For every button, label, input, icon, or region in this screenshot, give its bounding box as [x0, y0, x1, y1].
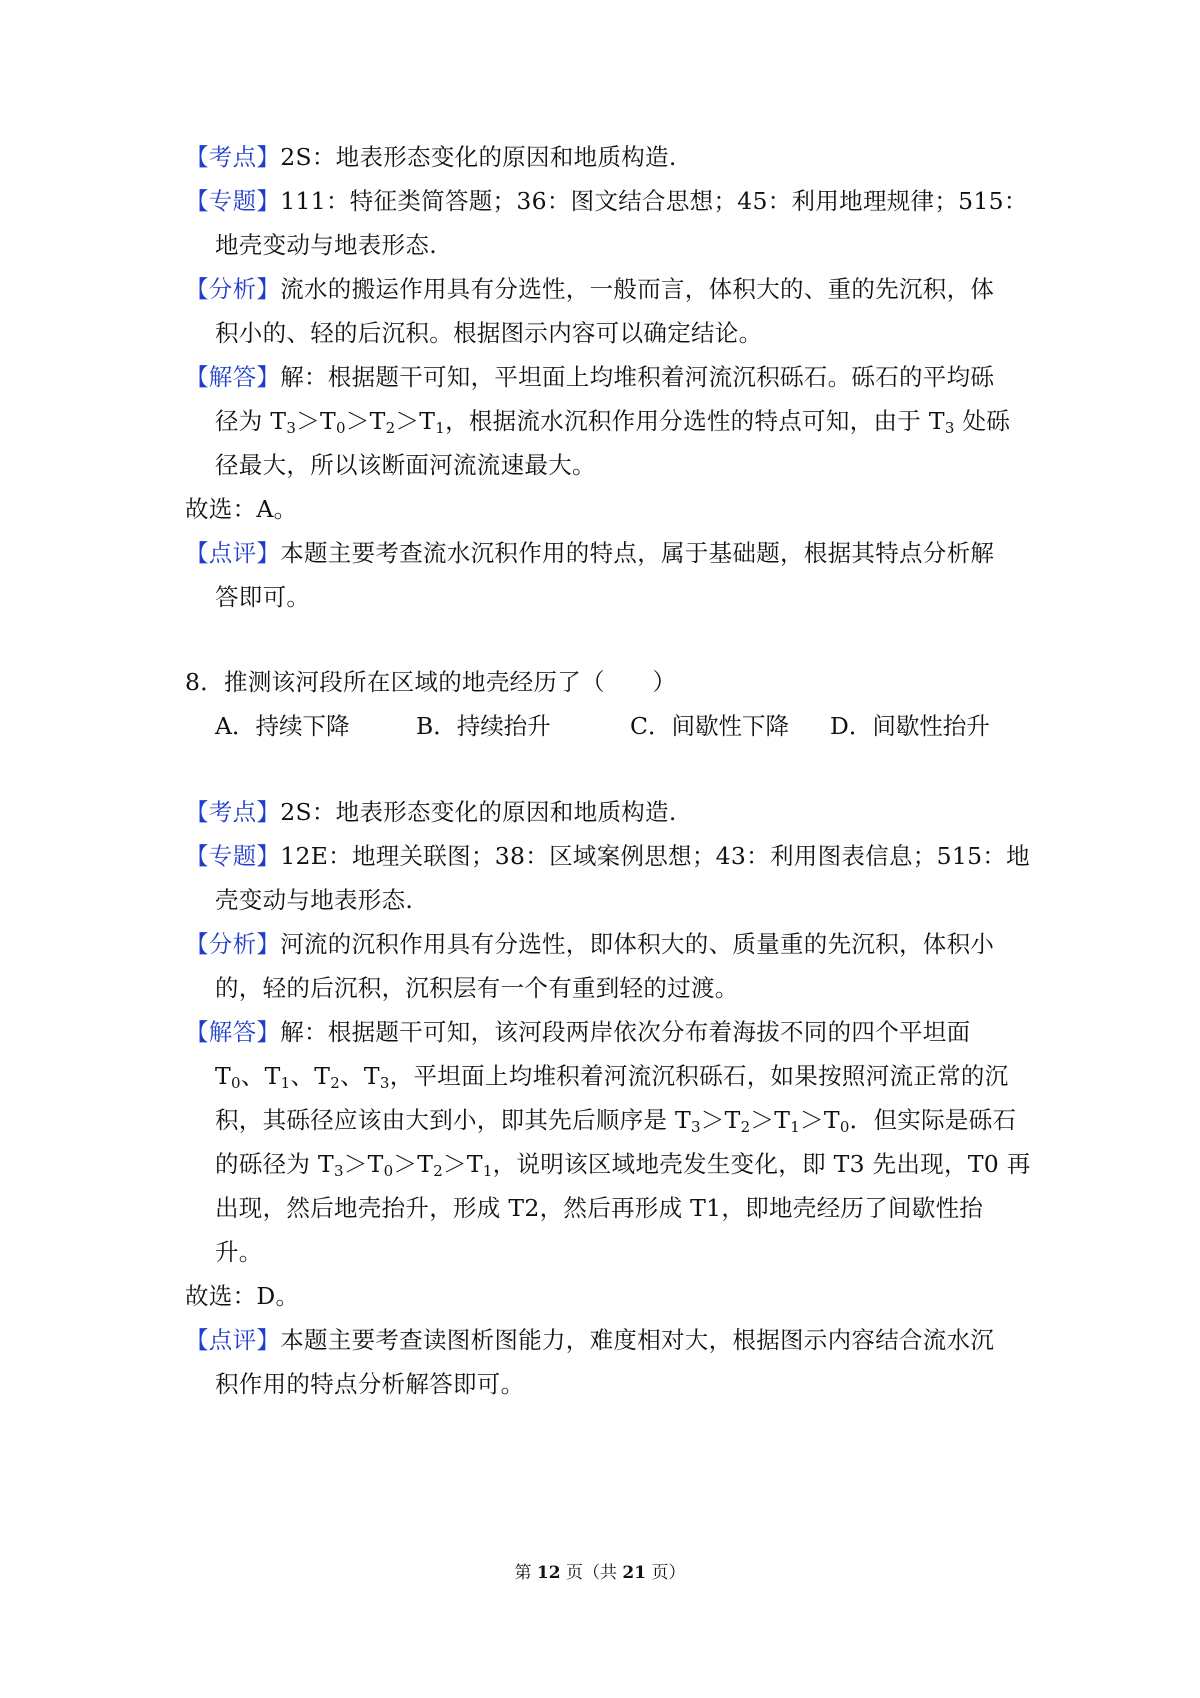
- q8-jieda-line6: 升。: [215, 1238, 263, 1266]
- q8-fenxi-cont: 的，轻的后沉积，沉积层有一个有重到轻的过渡。: [215, 974, 739, 1002]
- q8-fenxi: 【分析】河流的沉积作用具有分选性，即体积大的、质量重的先沉积，体积小: [185, 930, 995, 958]
- kaodian-tag: 【考点】: [185, 143, 281, 171]
- dianping-tag: 【点评】: [185, 1326, 281, 1354]
- page-number: 12: [536, 1563, 561, 1583]
- page-footer: 第 12 页（共 21 页）: [514, 1563, 686, 1583]
- q8-zhuanti: 【专题】12E：地理关联图；38：区域案例思想；43：利用图表信息；515：地: [185, 842, 1030, 870]
- q7-fenxi-cont: 积小的、轻的后沉积。根据图示内容可以确定结论。: [215, 319, 763, 347]
- q8-jieda-line2: $T_0$、$T_1$、$T_2$、$T_3$，平坦面上均堆积着河流沉积砾石，如果按照河流正常的沉: [215, 1062, 1009, 1092]
- q8-jieda-line3: 积，其砾径应该由大到小，即其先后顺序是 $T_3>T_2>T_1>T_0$．但实际是砾石: [215, 1106, 1017, 1136]
- q7-zhuanti: 【专题】111：特征类简答题；36：图文结合思想；45：利用地理规律；515：: [185, 187, 1028, 215]
- q8-kaodian: 【考点】2S：地表形态变化的原因和地质构造.: [185, 798, 677, 826]
- jieda-tag: 【解答】: [185, 363, 281, 391]
- q7-jieda-line3: 径最大，所以该断面河流流速最大。: [215, 451, 596, 479]
- q7-kaodian: 【考点】2S：地表形态变化的原因和地质构造.: [185, 143, 677, 171]
- q8-option-d: D．间歇性抬升: [830, 712, 990, 740]
- fenxi-tag: 【分析】: [185, 930, 281, 958]
- q8-option-b: B．持续抬升: [416, 712, 551, 740]
- kaodian-tag: 【考点】: [185, 798, 281, 826]
- q8-option-c: C．间歇性下降: [630, 712, 789, 740]
- q8-question: 8．推测该河段所在区域的地壳经历了（ ）: [185, 668, 677, 696]
- q7-fenxi: 【分析】流水的搬运作用具有分选性，一般而言，体积大的、重的先沉积，体: [185, 275, 995, 303]
- q8-zhuanti-cont: 壳变动与地表形态.: [215, 886, 414, 914]
- q7-jieda-line2: 径为 $T_3>T_0>T_2>T_1$，根据流水沉积作用分选性的特点可知，由于 $T_3$ 处砾: [215, 407, 1011, 437]
- q7-dianping: 【点评】本题主要考查流水沉积作用的特点，属于基础题，根据其特点分析解: [185, 539, 995, 567]
- q8-jieda: 【解答】解：根据题干可知，该河段两岸依次分布着海拔不同的四个平坦面: [185, 1018, 971, 1046]
- dianping-tag: 【点评】: [185, 539, 281, 567]
- q8-jieda-line4: 的砾径为 $T_3>T_0>T_2>T_1$，说明该区域地壳发生变化，即 T3 先出现，T0 再: [215, 1150, 1031, 1180]
- zhuanti-tag: 【专题】: [185, 187, 281, 215]
- q8-dianping: 【点评】本题主要考查读图析图能力，难度相对大，根据图示内容结合流水沉: [185, 1326, 995, 1354]
- q8-dianping-cont: 积作用的特点分析解答即可。: [215, 1370, 525, 1398]
- zhuanti-tag: 【专题】: [185, 842, 281, 870]
- q7-jieda: 【解答】解：根据题干可知，平坦面上均堆积着河流沉积砾石。砾石的平均砾: [185, 363, 995, 391]
- q7-zhuanti-cont: 地壳变动与地表形态.: [215, 231, 437, 259]
- q7-dianping-cont: 答即可。: [215, 583, 311, 611]
- q8-jieda-line5: 出现，然后地壳抬升，形成 T2，然后再形成 T1，即地壳经历了间歇性抬: [215, 1194, 984, 1222]
- q8-option-a: A．持续下降: [215, 712, 350, 740]
- page-total: 21: [622, 1563, 647, 1583]
- q7-guxuan: 故选：A。: [185, 495, 298, 523]
- jieda-tag: 【解答】: [185, 1018, 281, 1046]
- fenxi-tag: 【分析】: [185, 275, 281, 303]
- q8-guxuan: 故选：D。: [185, 1282, 300, 1310]
